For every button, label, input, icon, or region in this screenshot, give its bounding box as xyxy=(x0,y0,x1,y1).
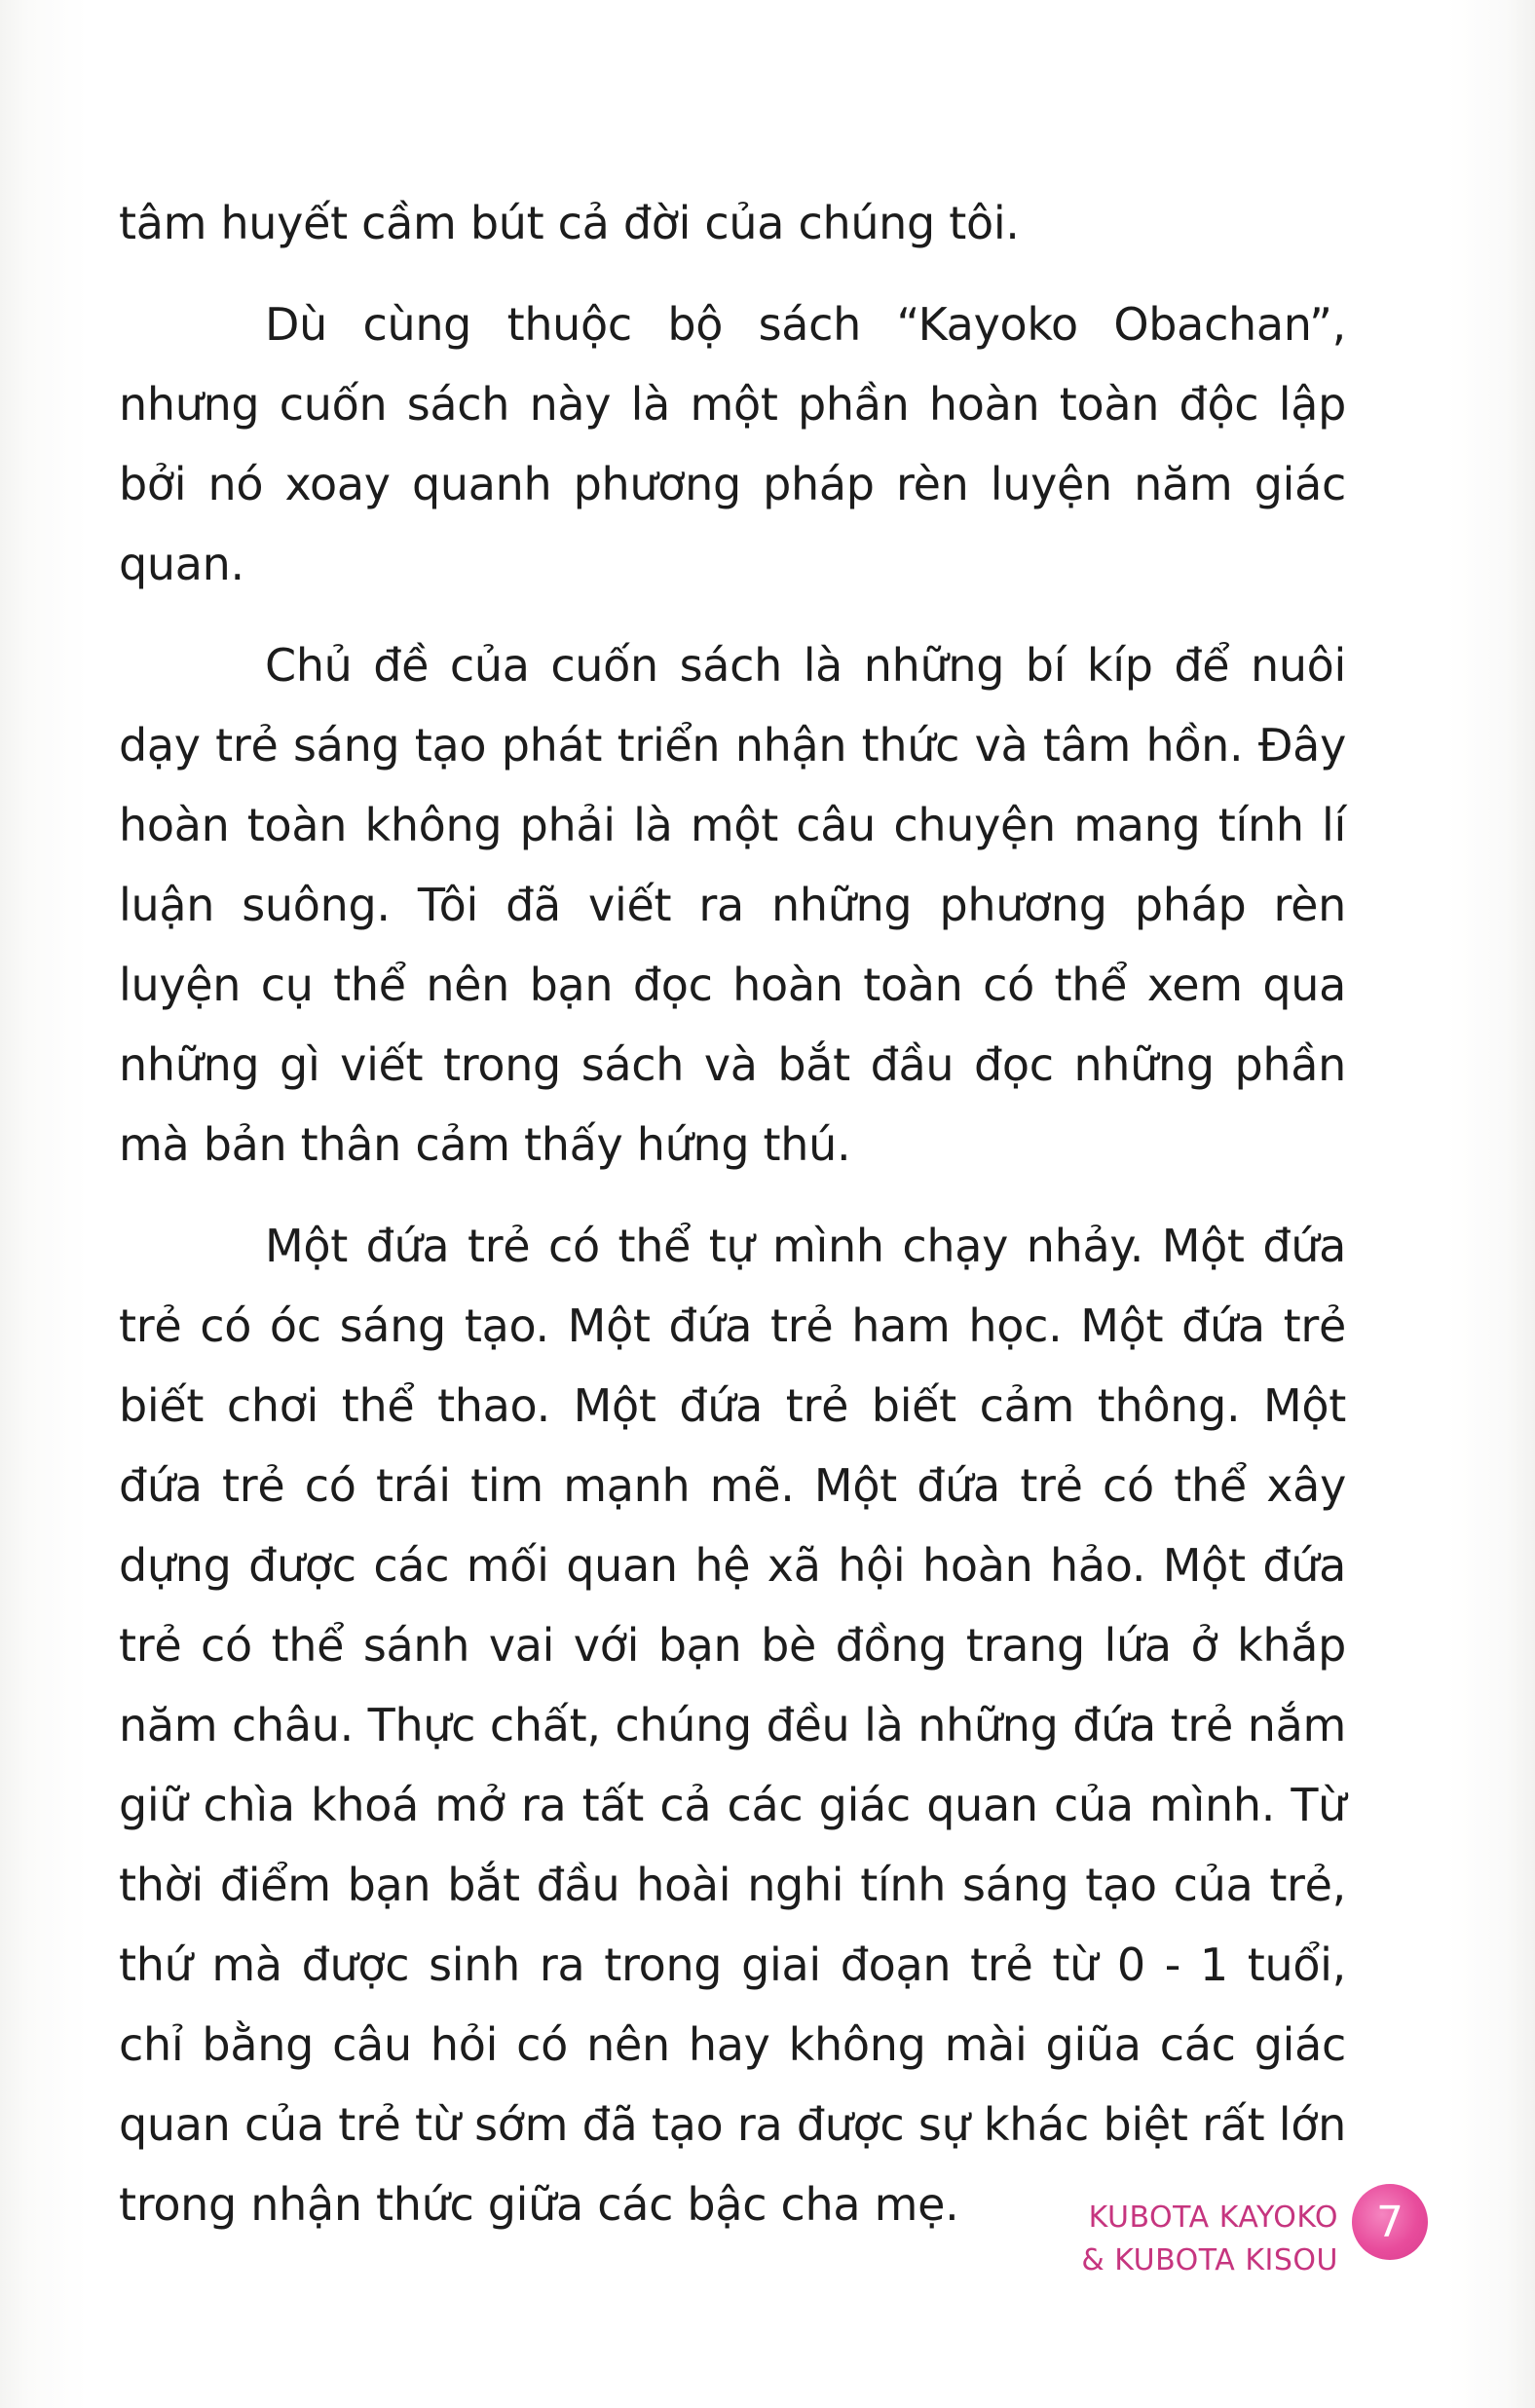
author-line-2: & KUBOTA KISOU xyxy=(1081,2243,1338,2277)
page-footer xyxy=(1081,2197,1428,2282)
page-number-badge: 7 xyxy=(1352,2184,1428,2260)
paragraph-3: Chủ đề của cuốn sách là những bí kíp để nuôi dạy trẻ sáng tạo phát triển nhận thức và tâm hồn. Đây hoàn toàn không phải là một câu chuyện mang tính lí luận suông. Tôi đã viết ra những phương pháp rèn luyện cụ thể nên bạn đọc hoàn toàn có thể xem qua những gì viết trong sách và bắt đầu đọc những phần mà bản thân cảm thấy hứng thú. xyxy=(119,639,1346,1171)
paragraph-1: tâm huyết cầm bút cả đời của chúng tôi. xyxy=(119,197,1020,249)
paragraph-2: Dù cùng thuộc bộ sách “Kayoko Obachan”, nhưng cuốn sách này là một phần hoàn toàn độc lập bởi nó xoay quanh phương pháp rèn luyện năm giác quan. xyxy=(119,298,1346,590)
author-credit xyxy=(1081,2197,1338,2282)
body-text xyxy=(119,183,1346,2266)
paragraph-4: Một đứa trẻ có thể tự mình chạy nhảy. Một đứa trẻ có óc sáng tạo. Một đứa trẻ ham học. Một đứa trẻ biết chơi thể thao. Một đứa trẻ biết cảm thông. Một đứa trẻ có trái tim mạnh mẽ. Một đứa trẻ có thể xây dựng được các mối quan hệ xã hội hoàn hảo. Một đứa trẻ có thể sánh vai với bạn bè đồng trang lứa ở khắp năm châu. Thực chất, chúng đều là những đứa trẻ nắm giữ chìa khoá mở ra tất cả các giác quan của mình. Từ thời điểm bạn bắt đầu hoài nghi tính sáng tạo của trẻ, thứ mà được sinh ra trong giai đoạn trẻ từ 0 - 1 tuổi, chỉ bằng câu hỏi có nên hay không mài giũa các giác quan của trẻ từ sớm đã tạo ra được sự khác biệt rất lớn trong nhận thức giữa các bậc cha mẹ. xyxy=(119,1220,1346,2231)
author-line-1: KUBOTA KAYOKO xyxy=(1088,2201,1338,2235)
